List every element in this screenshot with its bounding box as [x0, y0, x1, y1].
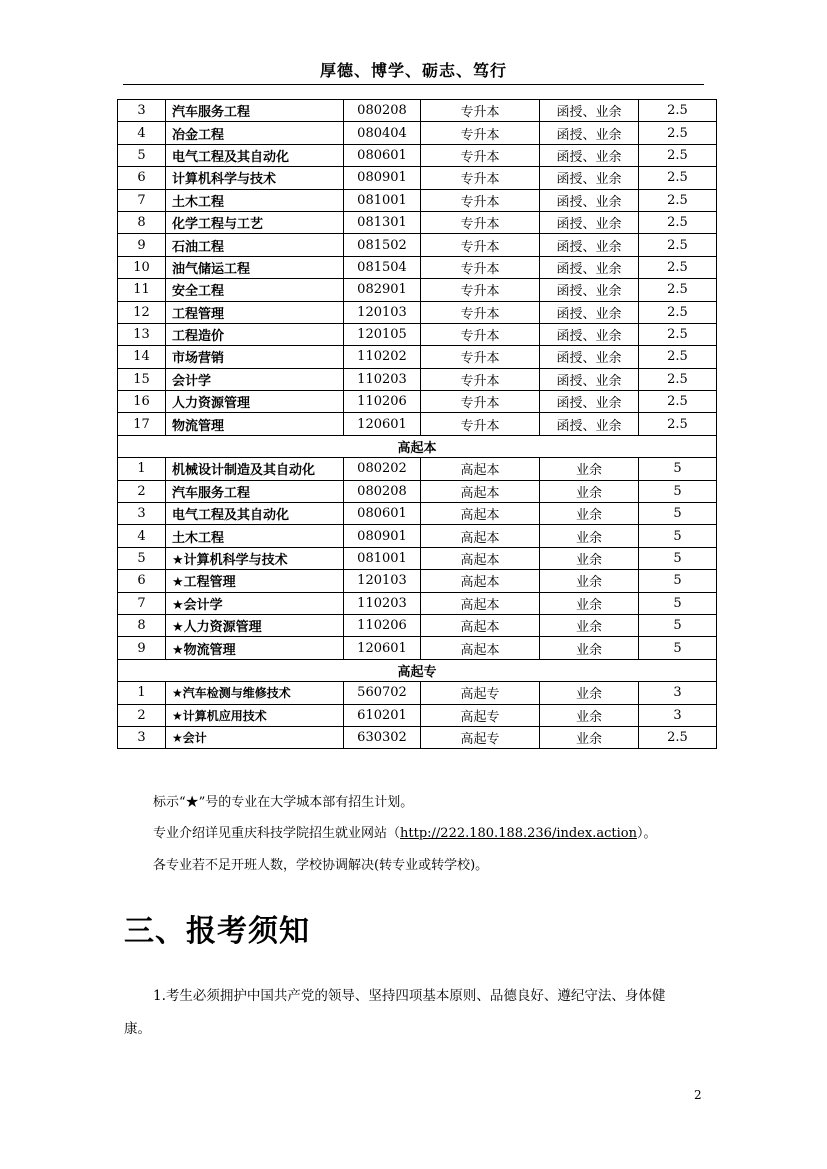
table-row	[118, 614, 717, 636]
intro-suffix: ）。	[636, 826, 657, 841]
major-code: 080404	[344, 122, 421, 144]
years: 5	[639, 525, 717, 547]
row-index: 8	[118, 211, 166, 233]
major-name: ★会计	[166, 726, 344, 748]
intro-prefix: 专业介绍详见重庆科技学院招生就业网站（	[153, 826, 401, 841]
level: 专升本	[421, 368, 540, 390]
level: 专升本	[421, 234, 540, 256]
major-name: 人力资源管理	[166, 391, 344, 413]
years: 2.5	[639, 301, 717, 323]
major-code: 080901	[344, 525, 421, 547]
study-mode: 业余	[540, 682, 639, 704]
gqb-rows	[118, 458, 717, 660]
study-mode: 业余	[540, 480, 639, 502]
study-mode: 业余	[540, 704, 639, 726]
row-index: 2	[118, 704, 166, 726]
study-mode: 函授、业余	[540, 189, 639, 211]
major-name: 化学工程与工艺	[166, 211, 344, 233]
requirement-1-line2: 康。	[124, 1021, 151, 1037]
major-name: 市场营销	[166, 346, 344, 368]
table-row	[118, 301, 717, 323]
study-mode: 业余	[540, 458, 639, 480]
major-name: 工程造价	[166, 323, 344, 345]
row-index: 12	[118, 301, 166, 323]
row-index: 6	[118, 570, 166, 592]
row-index: 3	[118, 726, 166, 748]
major-name: ★物流管理	[166, 637, 344, 659]
major-name: ★人力资源管理	[166, 614, 344, 636]
major-code: 120601	[344, 413, 421, 435]
major-name: ★计算机科学与技术	[166, 547, 344, 569]
level: 高起专	[421, 704, 540, 726]
section-row-gqb	[118, 435, 717, 457]
major-code: 110203	[344, 592, 421, 614]
major-name: ★计算机应用技术	[166, 704, 344, 726]
major-name: ★会计学	[166, 592, 344, 614]
table-row	[118, 391, 717, 413]
major-name: 土木工程	[166, 525, 344, 547]
major-code: 081301	[344, 211, 421, 233]
table-row	[118, 480, 717, 502]
years: 2.5	[639, 726, 717, 748]
row-index: 9	[118, 234, 166, 256]
level: 高起本	[421, 503, 540, 525]
years: 2.5	[639, 189, 717, 211]
row-index: 13	[118, 323, 166, 345]
major-code: 110206	[344, 614, 421, 636]
major-name: 石油工程	[166, 234, 344, 256]
major-name: 电气工程及其自动化	[166, 144, 344, 166]
years: 2.5	[639, 391, 717, 413]
level: 高起本	[421, 480, 540, 502]
major-name: 工程管理	[166, 301, 344, 323]
gqb-section	[118, 435, 717, 457]
level: 专升本	[421, 413, 540, 435]
level: 专升本	[421, 323, 540, 345]
level: 高起本	[421, 458, 540, 480]
table-row	[118, 346, 717, 368]
row-index: 8	[118, 614, 166, 636]
study-mode: 函授、业余	[540, 167, 639, 189]
section-title-gqb: 高起本	[118, 435, 717, 457]
major-code: 110206	[344, 391, 421, 413]
major-code: 080202	[344, 458, 421, 480]
table-row	[118, 144, 717, 166]
study-mode: 函授、业余	[540, 391, 639, 413]
study-mode: 业余	[540, 592, 639, 614]
study-mode: 业余	[540, 726, 639, 748]
zsb-rows	[118, 100, 717, 436]
level: 高起本	[421, 547, 540, 569]
study-mode: 函授、业余	[540, 100, 639, 122]
table-row	[118, 279, 717, 301]
table-row	[118, 503, 717, 525]
years: 2.5	[639, 368, 717, 390]
level: 专升本	[421, 279, 540, 301]
years: 2.5	[639, 167, 717, 189]
row-index: 3	[118, 100, 166, 122]
star-note: 标示“★”号的专业在大学城本部有招生计划。	[153, 795, 414, 810]
study-mode: 函授、业余	[540, 413, 639, 435]
requirement-1-line1: 1.考生必须拥护中国共产党的领导、坚持四项基本原则、品德良好、遵纪守法、身体健	[153, 988, 666, 1004]
major-code: 081502	[344, 234, 421, 256]
recruit-website-link[interactable]: http://222.180.188.236/index.action	[400, 826, 637, 841]
major-code: 081001	[344, 547, 421, 569]
level: 高起专	[421, 682, 540, 704]
study-mode: 函授、业余	[540, 256, 639, 278]
row-index: 5	[118, 547, 166, 569]
major-code: 110202	[344, 346, 421, 368]
row-index: 16	[118, 391, 166, 413]
intro-note	[153, 822, 656, 841]
level: 高起本	[421, 525, 540, 547]
gqz-section	[118, 659, 717, 681]
row-index: 2	[118, 480, 166, 502]
row-index: 4	[118, 525, 166, 547]
years: 2.5	[639, 279, 717, 301]
major-code: 080208	[344, 480, 421, 502]
major-name: 会计学	[166, 368, 344, 390]
row-index: 4	[118, 122, 166, 144]
shortfall-note: 各专业若不足开班人数，学校协调解决(转专业或转学校)。	[153, 858, 489, 873]
section-row-gqz	[118, 659, 717, 681]
major-code: 081504	[344, 256, 421, 278]
years: 2.5	[639, 256, 717, 278]
major-code: 120103	[344, 570, 421, 592]
table-row	[118, 323, 717, 345]
level: 专升本	[421, 122, 540, 144]
study-mode: 业余	[540, 614, 639, 636]
row-index: 1	[118, 458, 166, 480]
years: 5	[639, 592, 717, 614]
table-row	[118, 189, 717, 211]
years: 2.5	[639, 100, 717, 122]
level: 高起本	[421, 614, 540, 636]
level: 高起本	[421, 570, 540, 592]
years: 2.5	[639, 122, 717, 144]
years: 2.5	[639, 413, 717, 435]
major-name: 电气工程及其自动化	[166, 503, 344, 525]
major-name: ★汽车检测与维修技术	[166, 682, 344, 704]
table-row	[118, 211, 717, 233]
majors-table	[117, 99, 717, 749]
table-row	[118, 592, 717, 614]
row-index: 10	[118, 256, 166, 278]
table-row	[118, 234, 717, 256]
level: 专升本	[421, 189, 540, 211]
study-mode: 函授、业余	[540, 234, 639, 256]
study-mode: 业余	[540, 525, 639, 547]
major-name: 汽车服务工程	[166, 100, 344, 122]
level: 专升本	[421, 346, 540, 368]
table-row	[118, 726, 717, 748]
row-index: 7	[118, 592, 166, 614]
table-row	[118, 413, 717, 435]
years: 5	[639, 480, 717, 502]
level: 专升本	[421, 301, 540, 323]
major-code: 082901	[344, 279, 421, 301]
major-name: 冶金工程	[166, 122, 344, 144]
study-mode: 业余	[540, 570, 639, 592]
major-code: 080208	[344, 100, 421, 122]
level: 高起本	[421, 592, 540, 614]
level: 高起专	[421, 726, 540, 748]
row-index: 15	[118, 368, 166, 390]
years: 2.5	[639, 211, 717, 233]
major-code: 560702	[344, 682, 421, 704]
row-index: 1	[118, 682, 166, 704]
study-mode: 业余	[540, 503, 639, 525]
table-row	[118, 100, 717, 122]
major-code: 080901	[344, 167, 421, 189]
major-code: 110203	[344, 368, 421, 390]
section-heading: 三、报考须知	[124, 914, 310, 949]
row-index: 5	[118, 144, 166, 166]
study-mode: 函授、业余	[540, 211, 639, 233]
major-name: 安全工程	[166, 279, 344, 301]
table-row	[118, 637, 717, 659]
table-row	[118, 570, 717, 592]
major-name: 机械设计制造及其自动化	[166, 458, 344, 480]
years: 2.5	[639, 346, 717, 368]
level: 专升本	[421, 100, 540, 122]
major-name: 计算机科学与技术	[166, 167, 344, 189]
table-row	[118, 122, 717, 144]
major-code: 120601	[344, 637, 421, 659]
table-row	[118, 525, 717, 547]
section-title-gqz: 高起专	[118, 659, 717, 681]
years: 2.5	[639, 144, 717, 166]
major-code: 120105	[344, 323, 421, 345]
page-number: 2	[694, 1088, 702, 1102]
major-name: 油气储运工程	[166, 256, 344, 278]
years: 2.5	[639, 234, 717, 256]
study-mode: 函授、业余	[540, 122, 639, 144]
years: 3	[639, 682, 717, 704]
table-row	[118, 167, 717, 189]
table-row	[118, 368, 717, 390]
study-mode: 业余	[540, 547, 639, 569]
table-row	[118, 458, 717, 480]
row-index: 9	[118, 637, 166, 659]
row-index: 6	[118, 167, 166, 189]
level: 专升本	[421, 167, 540, 189]
major-code: 630302	[344, 726, 421, 748]
page-header-motto: 厚德、博学、砺志、笃行	[123, 58, 704, 85]
row-index: 14	[118, 346, 166, 368]
level: 专升本	[421, 391, 540, 413]
years: 5	[639, 637, 717, 659]
major-code: 610201	[344, 704, 421, 726]
gqz-rows	[118, 682, 717, 749]
major-name: 物流管理	[166, 413, 344, 435]
years: 5	[639, 570, 717, 592]
major-name: 汽车服务工程	[166, 480, 344, 502]
study-mode: 函授、业余	[540, 279, 639, 301]
study-mode: 函授、业余	[540, 144, 639, 166]
major-code: 081001	[344, 189, 421, 211]
years: 5	[639, 503, 717, 525]
study-mode: 函授、业余	[540, 346, 639, 368]
level: 高起本	[421, 637, 540, 659]
level: 专升本	[421, 144, 540, 166]
years: 2.5	[639, 323, 717, 345]
years: 5	[639, 614, 717, 636]
row-index: 3	[118, 503, 166, 525]
major-code: 080601	[344, 503, 421, 525]
years: 5	[639, 547, 717, 569]
table-row	[118, 547, 717, 569]
level: 专升本	[421, 211, 540, 233]
table-row	[118, 682, 717, 704]
study-mode: 函授、业余	[540, 301, 639, 323]
level: 专升本	[421, 256, 540, 278]
row-index: 17	[118, 413, 166, 435]
major-name: 土木工程	[166, 189, 344, 211]
row-index: 11	[118, 279, 166, 301]
study-mode: 函授、业余	[540, 323, 639, 345]
years: 3	[639, 704, 717, 726]
major-name: ★工程管理	[166, 570, 344, 592]
table-row	[118, 256, 717, 278]
row-index: 7	[118, 189, 166, 211]
study-mode: 函授、业余	[540, 368, 639, 390]
major-code: 080601	[344, 144, 421, 166]
major-code: 120103	[344, 301, 421, 323]
study-mode: 业余	[540, 637, 639, 659]
table-row	[118, 704, 717, 726]
years: 5	[639, 458, 717, 480]
